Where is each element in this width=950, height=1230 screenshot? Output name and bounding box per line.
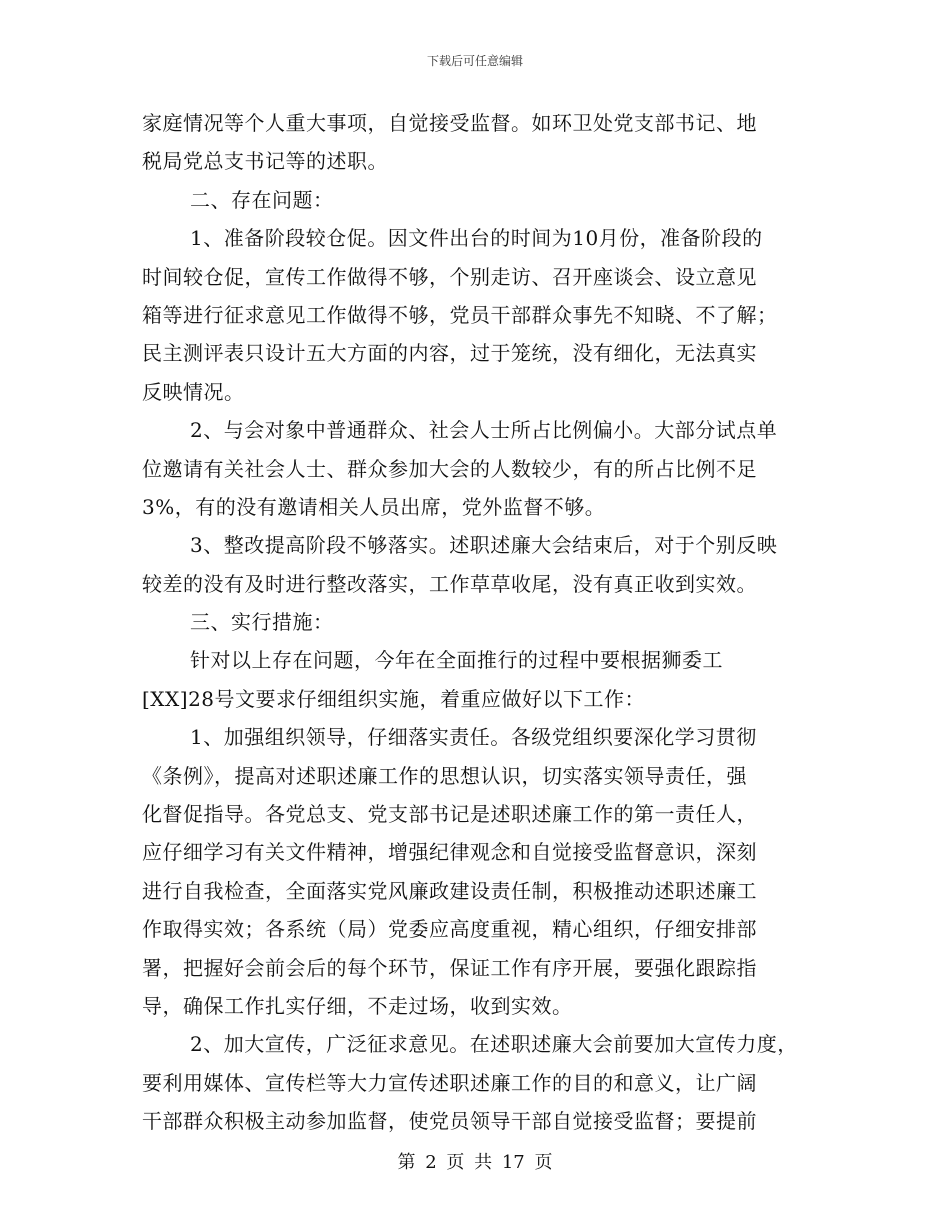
text-line: 《条例》，提高对述职述廉工作的思想认识，切实落实领导责任，强 [142,763,747,788]
text-line: 署，把握好会前会后的每个环节，保证工作有序开展，要强化跟踪指 [142,955,757,980]
text-line: 3%，有的没有邀请相关人员出席，党外监督不够。 [142,494,606,519]
text-line: 2、与会对象中普通群众、社会人士所占比例偏小。大部分试点单 [190,418,778,443]
page-footer: 第 2 页 共 17 页 [397,1152,553,1173]
text-line: 1、准备阶段较仓促。因文件出台的时间为10月份，准备阶段的 [190,226,763,251]
text-line: 民主测评表只设计五大方面的内容，过于笼统，没有细化，无法真实 [142,341,757,366]
text-line: 箱等进行征求意见工作做得不够，党员干部群众事先不知晓、不了解； [142,302,778,327]
text-line: 针对以上存在问题，今年在全面推行的过程中要根据狮委工 [190,648,723,673]
text-line: 二、存在问题： [190,187,334,212]
text-line: 1、加强组织领导，仔细落实责任。各级党组织要深化学习贯彻 [190,725,757,750]
text-line: 时间较仓促，宣传工作做得不够，个别走访、召开座谈会、设立意见 [142,264,757,289]
text-line: 作取得实效；各系统（局）党委应高度重视，精心组织，仔细安排部 [142,917,757,942]
text-line: 2、加大宣传，广泛征求意见。在述职述廉大会前要加大宣传力度， [190,1032,798,1057]
document-body [142,104,832,1141]
text-line: 位邀请有关社会人士、群众参加大会的人数较少，有的所占比例不足 [142,456,757,481]
text-line: 反映情况。 [142,379,245,404]
text-line: 化督促指导。各党总支、党支部书记是述职述廉工作的第一责任人， [142,802,757,827]
text-line: 3、整改提高阶段不够落实。述职述廉大会结束后，对于个别反映 [190,533,778,558]
text-line: 应仔细学习有关文件精神，增强纪律观念和自觉接受监督意识，深刻 [142,840,757,865]
text-line: 导，确保工作扎实仔细，不走过场，收到实效。 [142,993,573,1018]
text-line: 较差的没有及时进行整改落实，工作草草收尾，没有真正收到实效。 [142,571,757,596]
text-line: 税局党总支书记等的述职。 [142,149,388,174]
text-line: 家庭情况等个人重大事项，自觉接受监督。如环卫处党支部书记、地 [142,111,757,135]
page-header: 下载后可任意编辑 [426,54,523,68]
text-line: [XX]28号文要求仔细组织实施，着重应做好以下工作： [142,686,646,711]
text-line: 干部群众积极主动参加监督，使党员领导干部自觉接受监督；要提前 [142,1109,757,1134]
text-line: 进行自我检查，全面落实党风廉政建设责任制，积极推动述职述廉工 [142,878,757,903]
text-line: 要利用媒体、宣传栏等大力宣传述职述廉工作的目的和意义，让广阔 [142,1070,757,1095]
text-line: 三、实行措施： [190,610,334,635]
